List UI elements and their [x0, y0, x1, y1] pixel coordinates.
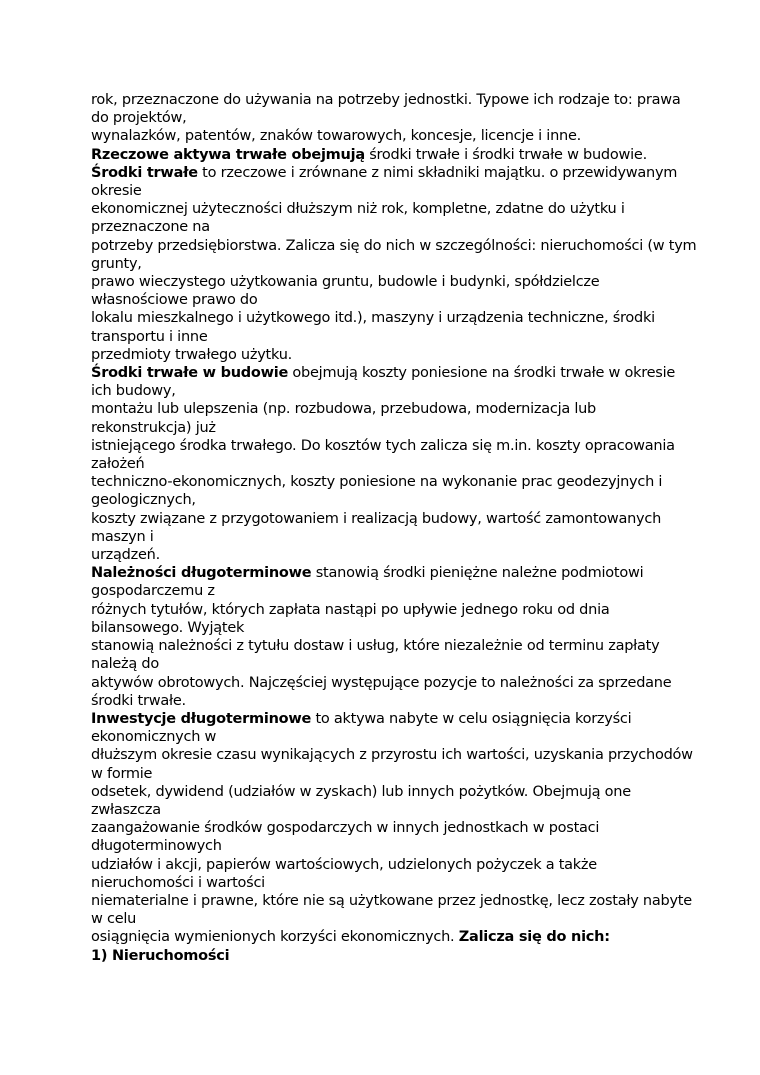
text-line — [91, 546, 681, 564]
bold-term: Środki trwałe w budowie — [91, 365, 289, 382]
text-line — [91, 837, 681, 855]
text-line — [91, 710, 681, 728]
text-run: zaangażowanie środków gospodarczych w innych jednostkach w postaci — [91, 820, 600, 837]
document-body — [91, 91, 697, 965]
text-line — [91, 564, 681, 582]
text-line — [91, 164, 681, 182]
text-run: to rzeczowe i zrównane z nimi składniki majątku. o przewidywanym — [197, 164, 678, 181]
text-run: niematerialne i prawne, które nie są użytkowane przez jednostkę, lecz zostały nabyte — [91, 892, 692, 909]
text-line — [91, 473, 681, 491]
text-line — [91, 674, 681, 692]
text-line — [91, 746, 693, 764]
text-run: gospodarczemu z — [91, 583, 215, 600]
text-run: należą do — [91, 656, 159, 673]
text-line — [91, 637, 681, 655]
text-line — [91, 491, 681, 509]
text-line — [91, 692, 681, 710]
bold-term: 1) Nieruchomości — [91, 947, 230, 964]
text-run: grunty, — [91, 255, 142, 272]
text-run: stanowią środki pieniężne należne podmiotowi — [311, 565, 644, 582]
text-run: środki trwałe i środki trwałe w budowie. — [364, 146, 647, 163]
text-run: montażu lub ulepszenia (np. rozbudowa, przebudowa, modernizacja lub — [91, 401, 597, 418]
text-run: odsetek, dywidend (udziałów w zyskach) lub innych pożytków. Obejmują one — [91, 783, 631, 800]
text-line — [91, 437, 681, 455]
text-run: udziałów i akcji, papierów wartościowych, udzielonych pożyczek a także — [91, 856, 597, 873]
text-line — [91, 200, 681, 218]
text-run: przedmioty trwałego użytku. — [91, 346, 292, 363]
text-run: osiągnięcia wymienionych korzyści ekonomicznych. — [91, 929, 459, 946]
text-line — [91, 801, 681, 819]
text-line — [91, 910, 681, 928]
text-run: rok, przeznaczone do używania na potrzeby jednostki. Typowe ich rodzaje to: prawa — [91, 92, 681, 108]
text-line — [91, 255, 681, 273]
bold-term: Zalicza się do nich: — [458, 929, 610, 946]
text-line — [91, 783, 681, 801]
text-line — [91, 237, 697, 255]
text-line — [91, 455, 681, 473]
text-run: własnościowe prawo do — [91, 292, 258, 309]
text-line — [91, 273, 681, 291]
text-run: urządzeń. — [91, 547, 160, 564]
text-run: to aktywa nabyte w celu osiągnięcia korzyści — [311, 710, 632, 727]
bold-term: Środki trwałe — [91, 164, 198, 181]
text-run: ich budowy, — [91, 383, 176, 400]
text-run: okresie — [91, 183, 142, 200]
text-line — [91, 819, 681, 837]
text-line — [91, 582, 681, 600]
text-run: do projektów, — [91, 110, 187, 127]
text-run: nieruchomości i wartości — [91, 874, 265, 891]
text-run: założeń — [91, 456, 145, 473]
text-line — [91, 309, 681, 327]
text-line — [91, 419, 681, 437]
text-run: przeznaczone na — [91, 219, 210, 236]
text-line — [91, 765, 681, 783]
text-run: aktywów obrotowych. Najczęściej występujące pozycje to należności za sprzedane — [91, 674, 672, 691]
text-line — [91, 182, 681, 200]
bold-term: Inwestycje długoterminowe — [91, 710, 312, 727]
text-run: różnych tytułów, których zapłata nastąpi po upływie jednego roku od dnia — [91, 601, 610, 618]
text-run: w formie — [91, 765, 153, 782]
text-run: bilansowego. Wyjątek — [91, 619, 245, 636]
text-run: ekonomicznej użyteczności dłuższym niż rok, kompletne, zdatne do użytku i — [91, 201, 625, 218]
text-line — [91, 510, 681, 528]
text-line — [91, 291, 681, 309]
text-run: długoterminowych — [91, 838, 222, 855]
text-run: ekonomicznych w — [91, 729, 217, 746]
text-run: transportu i inne — [91, 328, 208, 345]
text-line — [91, 528, 681, 546]
text-line — [91, 601, 681, 619]
text-run: geologicznych, — [91, 492, 196, 509]
text-line — [91, 91, 681, 109]
text-line — [91, 328, 681, 346]
text-line — [91, 874, 681, 892]
text-run: w celu — [91, 911, 137, 928]
text-line — [91, 892, 692, 910]
text-line — [91, 218, 681, 236]
text-line — [91, 728, 681, 746]
text-line — [91, 655, 681, 673]
text-run: potrzeby przedsiębiorstwa. Zalicza się do nich w szczególności: nieruchomości (w tym — [91, 237, 697, 254]
bold-term: Rzeczowe aktywa trwałe obejmują — [91, 146, 365, 163]
text-line — [91, 400, 681, 418]
text-run: maszyn i — [91, 528, 154, 545]
text-run: prawo wieczystego użytkowania gruntu, budowle i budynki, spółdzielcze — [91, 274, 600, 291]
text-run: stanowią należności z tytułu dostaw i usług, które niezależnie od terminu zapłaty — [91, 638, 660, 655]
text-line — [91, 364, 681, 382]
text-line — [91, 382, 681, 400]
text-run: techniczno-ekonomicznych, koszty poniesione na wykonanie prac geodezyjnych i — [91, 474, 663, 491]
text-run: koszty związane z przygotowaniem i realizacją budowy, wartość zamontowanych — [91, 510, 662, 527]
text-line — [91, 109, 681, 127]
text-run: istniejącego środka trwałego. Do kosztów tych zalicza się m.in. koszty opracowania — [91, 437, 675, 454]
text-run: wynalazków, patentów, znaków towarowych, koncesje, licencje i inne. — [91, 128, 581, 145]
text-run: lokalu mieszkalnego i użytkowego itd.), maszyny i urządzenia techniczne, środki — [91, 310, 655, 327]
text-line — [91, 928, 681, 946]
text-line — [91, 619, 681, 637]
bold-term: Należności długoterminowe — [91, 565, 312, 582]
text-run: dłuższym okresie czasu wynikających z przyrostu ich wartości, uzyskania przychodów — [91, 747, 693, 764]
text-line — [91, 856, 681, 874]
text-line — [91, 346, 681, 364]
text-line — [91, 127, 681, 145]
text-run: rekonstrukcja) już — [91, 419, 216, 436]
text-line — [91, 146, 681, 164]
text-line — [91, 947, 681, 965]
text-run: zwłaszcza — [91, 801, 161, 818]
text-run: środki trwałe. — [91, 692, 186, 709]
text-run: obejmują koszty poniesione na środki trwałe w okresie — [288, 365, 676, 382]
